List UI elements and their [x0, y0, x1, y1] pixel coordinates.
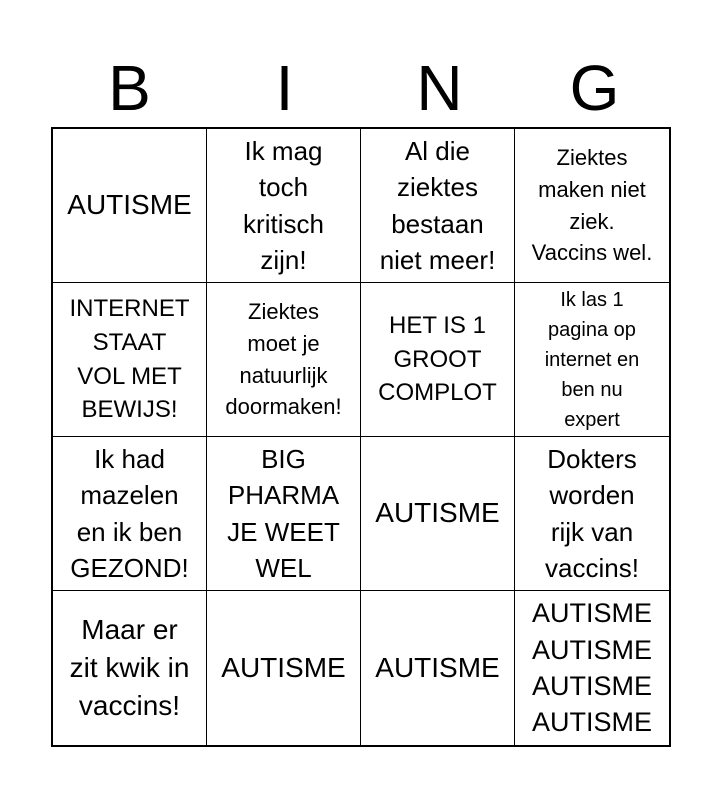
bingo-cell[interactable]: AUTISME AUTISME AUTISME AUTISME — [531, 598, 652, 738]
bingo-cell[interactable]: Ik las 1 pagina op internet en ben nu expert — [515, 283, 669, 437]
header-letter-n: N — [416, 51, 463, 124]
bingo-cell[interactable]: Ik had mazelen en ik ben GEZOND! — [53, 437, 207, 591]
header-letter-b: B — [108, 51, 151, 124]
header-letter-g: G — [569, 51, 620, 124]
bingo-cell[interactable]: AUTISME — [361, 437, 515, 591]
bingo-cell[interactable]: Ziektes maken niet ziek. Vaccins wel. — [515, 129, 669, 283]
bingo-cell[interactable]: Maar er zit kwik in vaccins! — [53, 591, 207, 745]
bingo-cell[interactable]: AUTISME — [207, 591, 361, 745]
bingo-cell[interactable]: Ziektes moet je natuurlijk doormaken! — [207, 283, 361, 437]
bingo-card — [51, 127, 671, 747]
bingo-cell[interactable]: AUTISME — [53, 129, 207, 283]
bingo-header — [52, 50, 672, 125]
bingo-cell[interactable]: Dokters worden rijk van vaccins! — [515, 437, 669, 591]
bingo-cell[interactable]: AUTISME — [361, 591, 515, 745]
bingo-cell[interactable]: BIG PHARMA JE WEET WEL — [207, 437, 361, 591]
bingo-cell[interactable]: Al die ziektes bestaan niet meer! — [361, 129, 515, 283]
bingo-cell[interactable]: INTERNET STAAT VOL MET BEWIJS! — [53, 283, 207, 437]
header-letter-i: I — [275, 51, 294, 124]
bingo-cell[interactable]: HET IS 1 GROOT COMPLOT — [361, 283, 515, 437]
bingo-cell[interactable]: Ik mag toch kritisch zijn! — [207, 129, 361, 283]
